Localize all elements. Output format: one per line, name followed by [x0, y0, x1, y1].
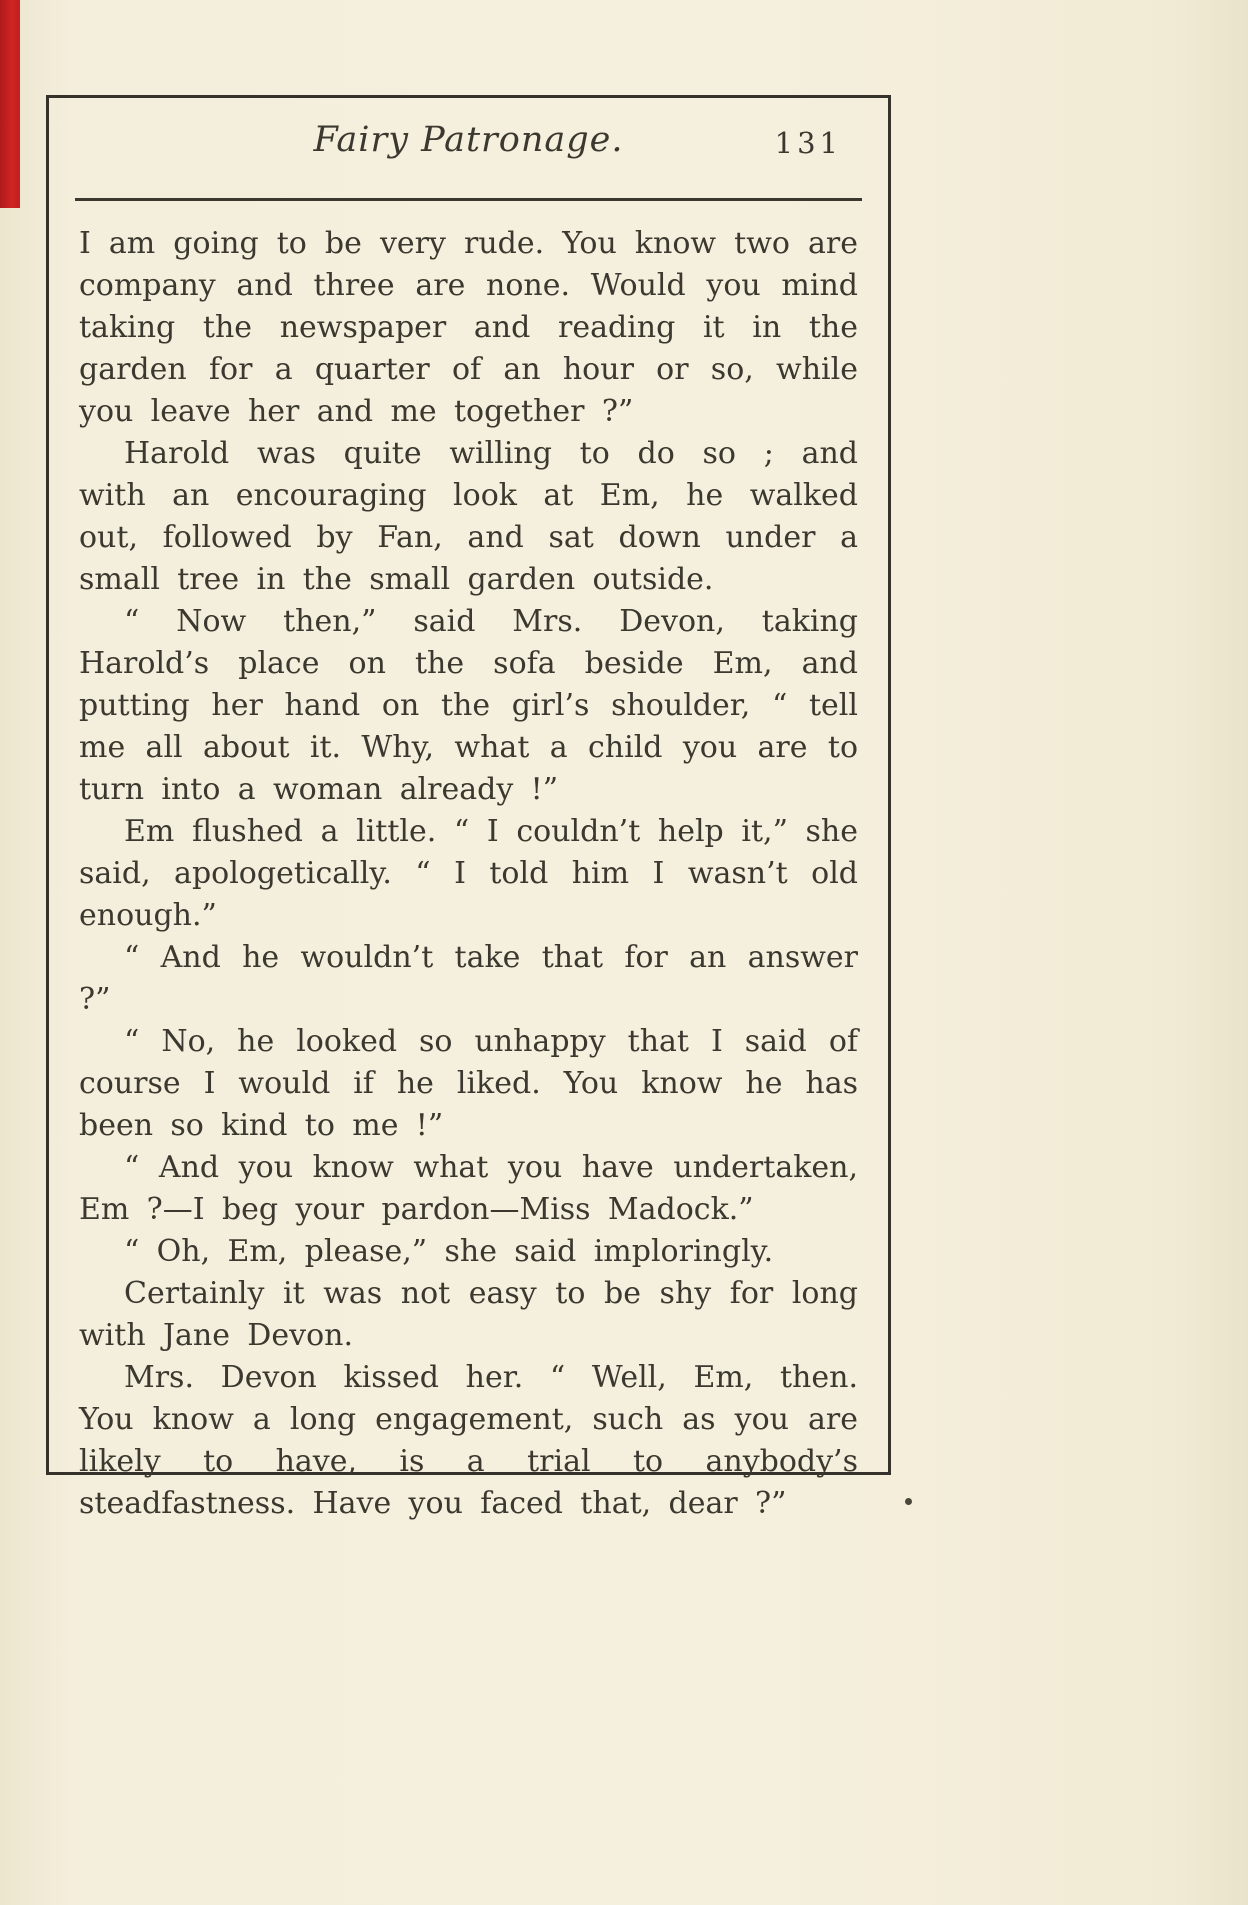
- paragraph: I am going to be very rude. You know two are company and three are none. Would you mind taking the newspaper and reading it in the garden for a quarter of an hour or so, while you leave her and me together ?”: [79, 226, 858, 429]
- paragraph: “ And you know what you have undertaken, Em ?—I beg your pardon—Miss Madock.”: [79, 1150, 858, 1227]
- paragraph: “ Now then,” said Mrs. Devon, taking Harold’s place on the sofa beside Em, and putting her hand on the girl’s shoulder, “ tell me all about it. Why, what a child you are to turn into a woman already !”: [79, 604, 858, 807]
- paragraph: Em flushed a little. “ I couldn’t help it,” she said, apologetically. “ I told him I wasn’t old enough.”: [79, 814, 858, 933]
- scan-artifact-dot: [905, 1498, 912, 1505]
- paragraph: Certainly it was not easy to be shy for long with Jane Devon.: [79, 1276, 858, 1353]
- text-frame: [46, 95, 891, 1521]
- paragraph: Harold was quite willing to do so ; and with an encouraging look at Em, he walked out, followed by Fan, and sat down under a small tree in the small garden outside.: [79, 436, 858, 597]
- page-title: Fairy Patronage.: [313, 120, 624, 160]
- paragraph: “ No, he looked so unhappy that I said of course I would if he liked. You know he has been so kind to me !”: [79, 1024, 858, 1143]
- red-binding-strip: [0, 0, 20, 208]
- paragraph: Mrs. Devon kissed her. “ Well, Em, then. You know a long engagement, such as you are likely to have, is a trial to anybody’s steadfastness. Have you faced that, dear ?”: [79, 1360, 858, 1521]
- paragraph: “ And he wouldn’t take that for an answer ?”: [79, 940, 858, 1017]
- paragraph: “ Oh, Em, please,” she said imploringly.: [124, 1234, 774, 1269]
- page-header: [49, 98, 888, 194]
- page-body: [49, 201, 888, 1525]
- page-number: 131: [774, 126, 842, 160]
